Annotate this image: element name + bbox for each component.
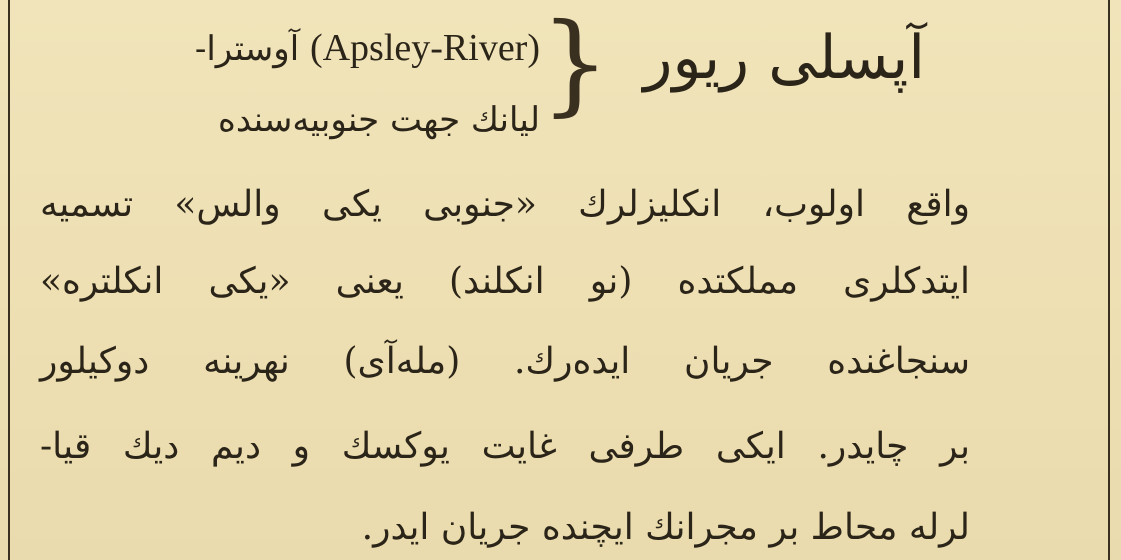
entry-line-2: لیانك جهت جنوبیه‌سنده bbox=[218, 100, 540, 140]
entry-line-1-latin: (Apsley-River) bbox=[309, 27, 540, 69]
grouping-brace: } bbox=[540, 0, 610, 127]
left-column-rule bbox=[8, 0, 10, 560]
entry-line-5: سنجاغنده جریان ایده‌رك. (مله‌آی) نهرینه دوکیلور bbox=[40, 341, 970, 382]
entry-line-7: لرله محاط بر مجرانك ایچنده جریان ایدر. bbox=[361, 507, 970, 548]
right-column-rule bbox=[1108, 0, 1110, 560]
entry-line-1-rtl: آوسترا- bbox=[194, 29, 300, 69]
entry-headword: آپسلی ریور bbox=[643, 23, 925, 93]
entry-line-3: واقع اولوب، انکلیزلرك «جنوبی یکی والس» تسمیه bbox=[40, 184, 970, 225]
entry-line-6: بر چایدر. ایکی طرفی غایت یوکسك و دیم دیك قیا- bbox=[40, 426, 970, 467]
entry-line-1 bbox=[40, 18, 540, 78]
entry-line-4: ایتدکلری مملکتده (نو انکلند) یعنی «یکی انکلتره» bbox=[40, 261, 970, 302]
